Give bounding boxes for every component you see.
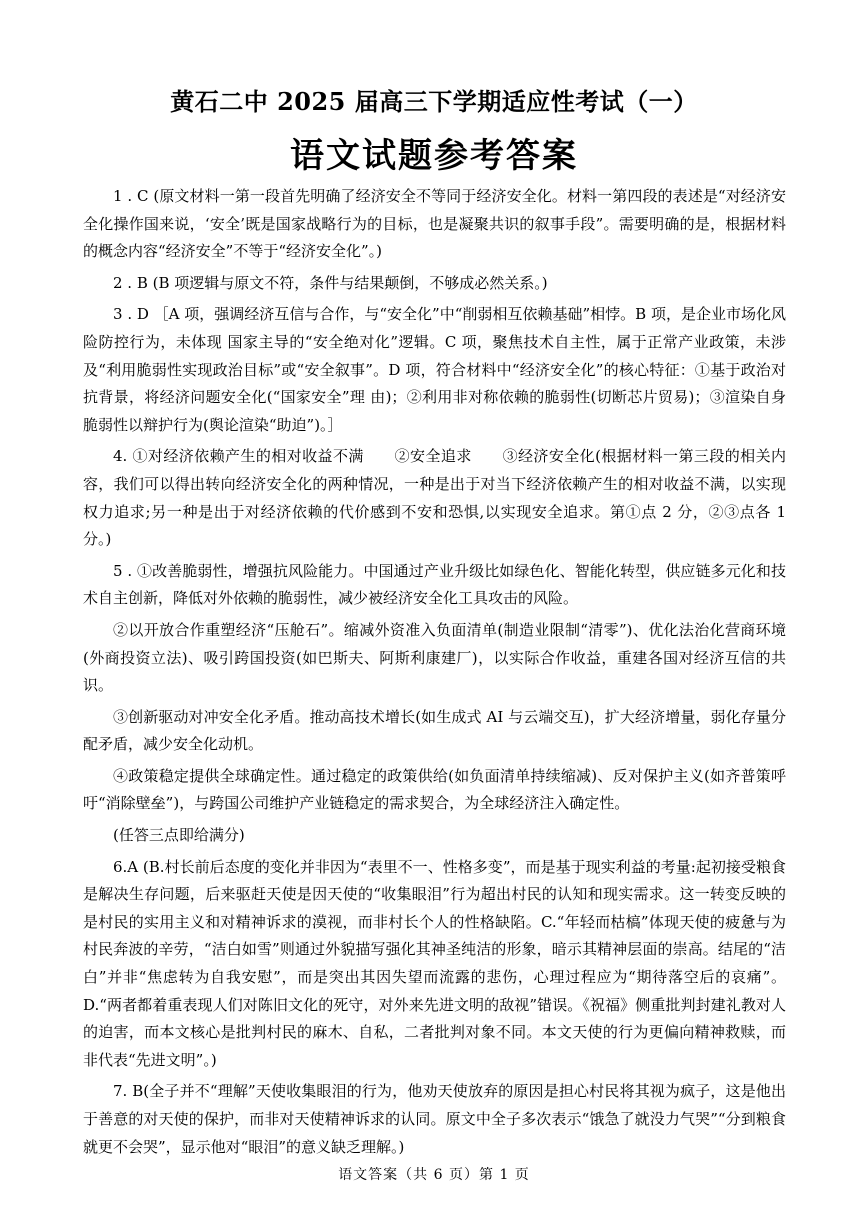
answer-2: 2 . B (B 项逻辑与原文不符，条件与结果颠倒，不够成必然关系。): [113, 273, 548, 292]
answer-5-scoring-note: (任答三点即给满分): [113, 826, 245, 845]
answer-5-point-3: ③创新驱动对冲安全化矛盾。推动高技术增长(如生成式 AI 与云端交互)，扩大经济增量，弱化存量分配矛盾，减少安全化动机。: [83, 707, 786, 754]
answer-4: 4. ①对经济依赖产生的相对收益不满 ②安全追求 ③经济安全化(根据材料一第三段的相关内容，我们可以得出转向经济安全化的两种情况，一种是出于对当下经济依赖产生的相对收益不满，以实现权力追求;另一种是出于对经济依赖的代价感到不安和恐惧,以实现安全追求。第①点 2 分，②③点各 1 分。): [83, 447, 786, 549]
answer-body: [83, 183, 786, 1165]
answer-5-point-2: ②以开放合作重塑经济“压舱石”。缩减外资准入负面清单(制造业限制“清零”)、优化法治化营商环境(外商投资立法)、吸引跨国投资(如巴斯夫、阿斯利康建厂)，以实际合作收益，重建各国对经济互信的共识。: [83, 620, 786, 695]
answer-7: 7. B(全子并不“理解”天使收集眼泪的行为，他劝天使放弃的原因是担心村民将其视为疯子，这是他出于善意的对天使的保护，而非对天使精神诉求的认同。原文中全子多次表示“饿急了就没力气哭”“分到粮食就更不会哭”，显示他对“眼泪”的意义缺乏理解。): [83, 1082, 786, 1156]
answer-key-heading: 语文试题参考答案: [290, 136, 578, 176]
answer-6: 6.A (B.村长前后态度的变化并非因为“表里不一、性格多变”，而是基于现实利益的考量:起初接受粮食是解决生存问题，后来驱赶天使是因天使的“收集眼泪”行为超出村民的认知和现实需求。这一转变反映的是村民的实用主义和对精神诉求的漠视，而非村长个人的性格缺陷。C.“年轻而枯槁”体现天使的疲惫与为村民奔波的辛劳，“洁白如雪”则通过外貌描写强化其神圣纯洁的形象，暗示其精神层面的崇高。结尾的“洁白”并非“焦虑转为自我安慰”，而是突出其因失望而流露的悲伤，心理过程应为“期待落空后的哀痛”。D.“两者都着重表现人们对陈旧文化的死守，对外来先进文明的敌视”错误。《祝福》侧重批判封建礼教对人的迫害，而本文核心是批判村民的麻木、自私，二者批判对象不同。本文天使的行为更偏向精神救赎，而非代表“先进文明”。): [83, 857, 786, 1069]
answer-3: 3 . D ［A 项，强调经济互信与合作，与“安全化”中“削弱相互依赖基础”相悖。B 项，是企业市场化风险防控行为，未体现 国家主导的“安全绝对化”逻辑。C 项，聚焦技术自主性，属于正常产业政策，未涉及“利用脆弱性实现政治目标”或“安全叙事”。D 项，符合材料中“经济安全化”的核心特征：①基于政治对抗背景，将经济问题安全化(“国家安全”理 由)；②利用非对称依赖的脆弱性(切断芯片贸易)；③渲染自身脆弱性以辩护行为(舆论渲染“助迫”)。］: [83, 305, 786, 434]
answer-5-point-4: ④政策稳定提供全球确定性。通过稳定的政策供给(如负面清单持续缩减)、反对保护主义(如齐普策呼吁“消除壁垒”)，与跨国公司维护产业链稳定的需求契合，为全球经济注入确定性。: [83, 766, 786, 813]
answer-1: 1 . C (原文材料一第一段首先明确了经济安全不等同于经济安全化。材料一第四段的表述是“对经济安全化操作国来说，‘安全’既是国家战略行为的目标，也是凝聚共识的叙事手段”。需要明确的是，根据材料的概念内容“经济安全”不等于“经济安全化”。): [83, 187, 786, 261]
page-footer: 语文答案（共 6 页）第 1 页: [338, 1167, 530, 1183]
answer-5-point-1: 5 . ①改善脆弱性，增强抗风险能力。中国通过产业升级比如绿色化、智能化转型，供应链多元化和技术自主创新，降低对外依赖的脆弱性，减少被经济安全化工具攻击的风险。: [83, 561, 786, 608]
exam-title: 黄石二中 2025 届高三下学期适应性考试（一）: [170, 87, 698, 116]
